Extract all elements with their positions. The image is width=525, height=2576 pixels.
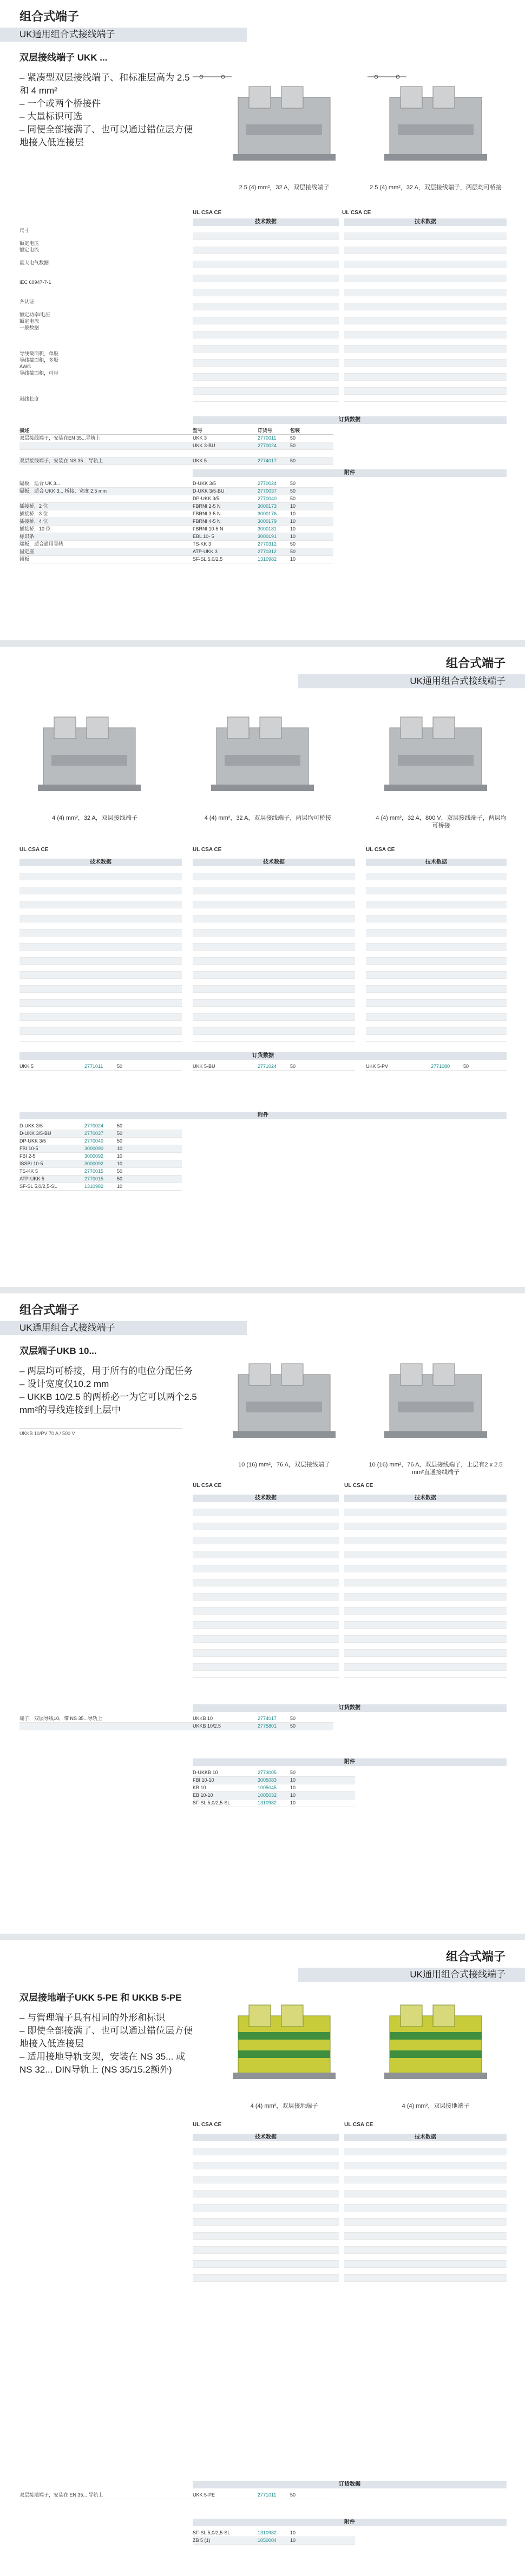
terminal-block-image: [227, 76, 341, 178]
accessories-table: [193, 2529, 355, 2545]
order-table: [19, 427, 333, 465]
terminal-block-image: [32, 706, 146, 809]
certification-marks: UL CSA CE: [193, 210, 222, 216]
order-table: [366, 1063, 507, 1071]
table-row: D-UKK 3/5-BU 2770037 50: [19, 1130, 182, 1138]
section-title: 双层接地端子UKK 5-PE 和 UKKB 5-PE: [19, 1993, 182, 2003]
page-header: [0, 0, 525, 42]
accessories-band: 附件: [193, 469, 507, 477]
table-row: UKK 5-BU 2771024 50: [193, 1063, 355, 1071]
order-data-band: 订货数据: [193, 2481, 507, 2488]
feature-item: – 两层均可桥接，用于所有的电位分配任务: [19, 1365, 198, 1378]
table-row: 插接桥，2 位 FBRNI 2-5 N 3000173 10: [19, 503, 333, 510]
certification-marks: UL CSA CE: [366, 847, 395, 853]
table-row: TS-KK 5 2770015 50: [19, 1168, 182, 1176]
page-title: 组合式端子: [445, 656, 506, 670]
table-row: D-UKK 3/5 2770024 50: [19, 1123, 182, 1130]
tech-data-table: 技术数据: [344, 2134, 507, 2282]
table-row: D-UKKB 10 2773005 50: [193, 1769, 355, 1777]
feature-item: – 同便全部接满了、也可以通过错位层方便地接入低连接层: [19, 123, 198, 149]
page-3: [0, 1293, 525, 1931]
section-title: 双层接线端子 UKK ...: [19, 52, 108, 63]
page-title: 组合式端子: [19, 10, 80, 23]
table-row: ATP-UKK 5 2770015 50: [19, 1176, 182, 1183]
feature-item: – 适用接地导轨支架，安装在 NS 35... 或 NS 32... DIN导轨上 (NS 35/15.2额外): [19, 2050, 198, 2076]
page-1: [0, 0, 525, 638]
page-header: [0, 647, 525, 688]
page-divider: [0, 1287, 525, 1293]
accessories-band: 附件: [19, 1112, 507, 1119]
ground-terminal-image: [227, 1994, 341, 2097]
tech-data-table: 技术数据: [193, 859, 355, 1042]
table-row: FBI 2-5 3000092 10: [19, 1153, 182, 1160]
tech-data-table: 技术数据: [366, 859, 507, 1042]
order-table: [193, 1063, 355, 1071]
table-row: EB 10-10 1005032 10: [193, 1792, 355, 1800]
page-title: 组合式端子: [19, 1303, 80, 1317]
tech-data-table: 技术数据: [344, 1495, 507, 1678]
certification-marks: UL CSA CE: [342, 210, 371, 216]
table-row: 隔板，适合 UK 3... D-UKK 3/5 2770024 50: [19, 480, 333, 488]
product-caption: 10 (16) mm²，76 A，双层接线端子: [238, 1462, 330, 1468]
page-header: [0, 1293, 525, 1335]
terminal-block-image: [206, 706, 319, 809]
table-row: 双层接地端子，安装在 EN 35... 导轨上 UKK 5-PE 2771011 50: [19, 2492, 333, 2499]
feature-list: [19, 1365, 198, 1417]
page-4: [0, 1940, 525, 2576]
table-row: ISSBI 10-5 3000092 10: [19, 1160, 182, 1168]
table-row: 双层接线端子，安装在 NS 35... 导轨上 UKK 5 2774017 50: [19, 457, 333, 465]
page-subtitle-band: UK通用组合式接线端子: [298, 1968, 525, 1982]
table-row: 固定座 ATP-UKK 3 2770312 50: [19, 548, 333, 556]
page-2: [0, 647, 525, 1285]
certification-marks: UL CSA CE: [19, 847, 49, 853]
accessories-table: [19, 480, 333, 563]
order-table-header: 描述 型号 订货号 包装: [19, 427, 333, 435]
product-caption: 4 (4) mm²，双层接地端子: [402, 2103, 470, 2109]
accessories-band: 附件: [193, 2519, 507, 2526]
tech-data-table: 技术数据: [193, 1495, 339, 1678]
product-caption: 10 (16) mm²，76 A，双层接线端子，上层有2 x 2.5 mm²直通接线端子: [369, 1462, 503, 1476]
table-row: UKK 5-PV 2771080 50: [366, 1063, 507, 1071]
table-row: KB 10 1005045 10: [193, 1784, 355, 1792]
page-divider: [0, 640, 525, 647]
product-caption: 4 (4) mm²，32 A，双层接线端子: [52, 815, 137, 821]
product-caption: 4 (4) mm²，32 A，双层接线端子，两层均可桥接: [204, 815, 332, 821]
feature-item: – 设计宽度仅10.2 mm: [19, 1378, 198, 1391]
table-row: [19, 450, 333, 457]
feature-item: – 紧凑型双层接线端子、和标准层高为 2.5 和 4 mm²: [19, 71, 198, 97]
table-row: 端子，双层导线10，带 NS 35...导轨上 UKKB 10 2774017 50: [19, 1715, 333, 1723]
table-row: 端板，适合通用导轨 TS-KK 3 2770312 50: [19, 541, 333, 548]
feature-list: [19, 71, 198, 149]
order-data-band: 订货数据: [19, 1052, 507, 1060]
order-data-band: 订货数据: [193, 416, 507, 424]
page-title: 组合式端子: [445, 1950, 506, 1963]
feature-item: – 即使全部接满了、也可以通过错位层方便地接入低连接层: [19, 2024, 198, 2050]
page-subtitle-band: UK通用组合式接线端子: [0, 1321, 247, 1335]
terminal-block-image: [379, 76, 493, 178]
table-row: ZB 5 (1) 1050004 10: [193, 2537, 355, 2545]
page-divider: [0, 1934, 525, 1940]
table-row: 标识条 EBL 10- 5 3000191 10: [19, 533, 333, 541]
ground-terminal-image: [379, 1994, 493, 2097]
table-row: SF-SL 5,0/2,5-SL 1310982 10: [19, 1183, 182, 1191]
product-caption: 2.5 (4) mm²，32 A，双层接线端子: [239, 184, 330, 191]
rating-note: UKKB 10/PV 70 A / 500 V: [19, 1429, 182, 1436]
terminal-block-image: [379, 706, 493, 809]
certification-marks: UL CSA CE: [193, 1483, 222, 1489]
page-header: [0, 1940, 525, 1982]
table-row: 插接桥，4 位 FBRNI 4-5 N 3000179 10: [19, 518, 333, 526]
table-row: UKK 5 2771011 50: [19, 1063, 182, 1071]
table-row: DP-UKK 3/5 2770040 50: [19, 495, 333, 503]
table-title: 技术数据: [193, 218, 339, 226]
tech-data-table: [193, 218, 339, 402]
feature-item: – UKKB 10/2.5 的两桥必一为它可以两个2.5 mm²的导线连接到上层中: [19, 1391, 198, 1417]
accessories-table: [193, 1769, 355, 1807]
order-table: [19, 1063, 182, 1071]
certification-marks: UL CSA CE: [344, 1483, 373, 1489]
terminal-block-image: [379, 1353, 493, 1456]
certification-marks: UL CSA CE: [344, 2122, 373, 2128]
page-subtitle-band: UK通用组合式接线端子: [0, 28, 247, 42]
table-row: FBI 10-10 3005083 10: [193, 1777, 355, 1784]
section-title: 双层端子UKB 10...: [19, 1346, 97, 1356]
order-data-band: 订货数据: [193, 1704, 507, 1712]
tech-data-table: 技术数据: [193, 2134, 339, 2282]
feature-item: – 大量标识可选: [19, 110, 198, 123]
table-title: 技术数据: [344, 218, 507, 226]
product-caption: 4 (4) mm²，32 A，800 V，双层接线端子，两层均可桥接: [376, 815, 507, 829]
table-row: UKKB 10/2.5 2775801 50: [19, 1723, 333, 1730]
terminal-block-image: [227, 1353, 341, 1456]
table-row: 插接桥，3 位 FBRNI 3-5 N 3000176 10: [19, 510, 333, 518]
table-row: SF-SL 5,0/2,5-SL 1310982 10: [193, 2529, 355, 2537]
certification-marks: UL CSA CE: [193, 2122, 222, 2128]
table-row: SF-SL 5,0/2,5-SL 1310982 10: [193, 1800, 355, 1807]
tech-data-table: 技术数据: [19, 859, 182, 1042]
certification-marks: UL CSA CE: [193, 847, 222, 853]
order-table: [19, 1715, 333, 1730]
order-table: [19, 2492, 333, 2499]
table-row: 隔板，适合 UKK 3... 桥接，宽度 2.5 mm D-UKK 3/5-BU 2770037 50: [19, 488, 333, 495]
table-row: 插接桥，10 位 FBRNI 10-5 N 3000181 10: [19, 526, 333, 533]
product-caption: 2.5 (4) mm²，32 A，双层接线端子，两层均可桥接: [370, 184, 502, 191]
feature-item: – 一个或两个桥接件: [19, 97, 198, 110]
table-row: DP-UKK 3/5 2770040 50: [19, 1138, 182, 1145]
accessories-band: 附件: [193, 1758, 507, 1766]
tech-labels: 尺寸 额定电压 额定电流 最大电气数据 IEC 60947-7-1 各认证 额定功率/电压 额定电流 一般数据 导线截面积，单股 导线截面积，多股 AWG 导线截面积，可带 剥线长度: [19, 228, 59, 402]
table-row: 双层接线端子，安装在EN 35...导轨上 UKK 3 2770011 50: [19, 435, 333, 442]
tech-data-table: [344, 218, 507, 402]
table-row: UKK 3-BU 2770024 50: [19, 442, 333, 450]
product-caption: 4 (4) mm²，双层接地端子: [250, 2103, 318, 2109]
table-row: FBI 10-5 3000090 10: [19, 1145, 182, 1153]
accessories-table: [19, 1123, 182, 1191]
feature-item: – 与管理端子具有相同的外形和标识: [19, 2011, 198, 2024]
feature-list: [19, 2011, 198, 2076]
page-subtitle-band: UK通用组合式接线端子: [298, 674, 525, 688]
table-row: 锁板 SF-SL 5,0/2,5 1310982 10: [19, 556, 333, 563]
